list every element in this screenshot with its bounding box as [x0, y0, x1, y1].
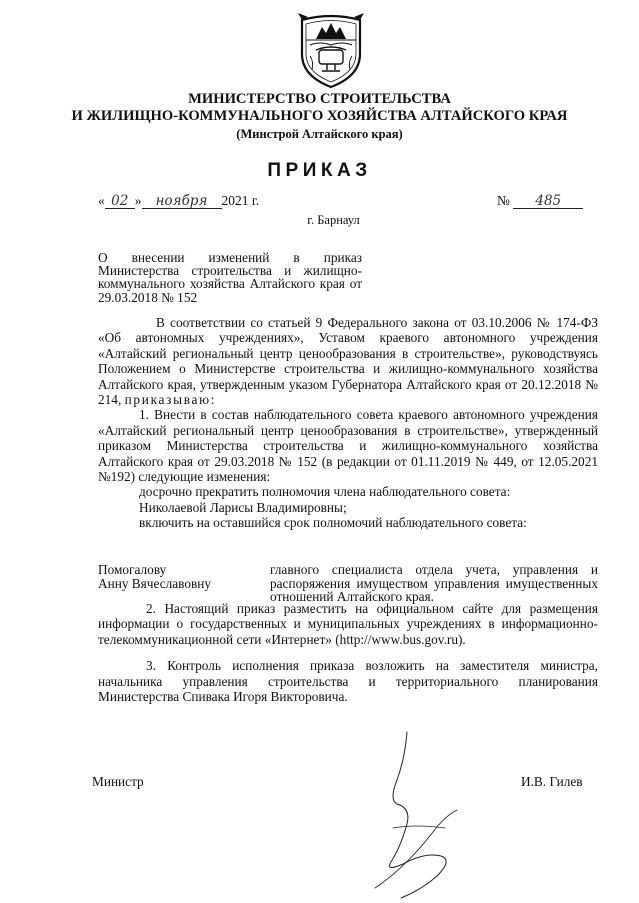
- document-date: [98, 193, 259, 209]
- date-mid-quote: »: [134, 193, 142, 208]
- date-year: 2021 г.: [221, 193, 260, 208]
- item-3-paragraph: 3. Контроль исполнения приказа возложить на заместителя министра, начальника управления строительства и территориального планирования Министерства Спивака Игоря Викторовича.: [98, 658, 598, 705]
- number-value: 485: [513, 194, 583, 209]
- preamble-text: В соответствии со статьей 9 Федерального закона от 03.10.2006 № 174-ФЗ «Об автономных учреждениях», Уставом краевого автономного учреждения «Алтайский региональный центр ценообразования в строительстве», руководствуясь Положением о Министерстве строительства и жилищно-коммунального хозяйства Алтайского края, утвержденным указом Губернатора Алтайского края от 20.12.2018 № 214,: [98, 315, 598, 408]
- signatory-name: И.В. Гилев: [521, 774, 583, 789]
- date-open-quote: «: [98, 193, 105, 208]
- ministry-short-name: (Минстрой Алтайского края): [236, 127, 403, 141]
- terminate-line: досрочно прекратить полномочия члена наблюдательного совета:: [139, 484, 511, 500]
- appointee-given-name: Анну Вячеславовну: [98, 575, 212, 591]
- document-body-continued: [98, 601, 598, 704]
- document-subject: О внесении изменений в приказ Министерства строительства и жилищно-коммунального хозяйства Алтайского края от 29.03.2018 № 152: [98, 250, 362, 305]
- item-1-paragraph: 1. Внести в состав наблюдательного совета краевого автономного учреждения «Алтайский региональный центр ценообразования в строительстве», утвержденный приказом Министерства строительства и жилищно-коммунального хозяйства Алтайского края от 29.03.2018 № 152 (в редакции от 01.11.2019 № 449, от 12.05.2021 №192) следующие изменения:: [98, 407, 598, 485]
- include-line: включить на оставшийся срок полномочий наблюдательного совета:: [139, 515, 527, 531]
- document-city: г. Барнаул: [307, 213, 360, 227]
- date-month: ноября: [142, 194, 222, 209]
- appointee-position: главного специалиста отдела учета, управления и распоряжения имуществом управления имущественных отношений Алтайского края.: [270, 562, 598, 604]
- document-body: [98, 315, 598, 531]
- ministry-name-line2: И ЖИЛИЩНО-КОММУНАЛЬНОГО ХОЗЯЙСТВА АЛТАЙСКОГО КРАЯ: [71, 108, 568, 124]
- appointee-name: [98, 563, 258, 590]
- number-label: №: [497, 193, 510, 208]
- terminated-person: Николаевой Ларисы Владимировны;: [139, 499, 347, 515]
- order-word: приказываю:: [124, 392, 217, 408]
- document-title: ПРИКАЗ: [267, 160, 372, 181]
- altai-krai-emblem-icon: [296, 10, 366, 90]
- preamble-paragraph: [98, 315, 598, 407]
- date-day: 02: [105, 194, 135, 209]
- item-2-paragraph: 2. Настоящий приказ разместить на официальном сайте для размещения информации о государственных и муниципальных учреждениях в информационно-телекоммуникационной сети «Интернет» (http://www.bus.gov.ru).: [98, 601, 598, 647]
- ministry-name-line1: МИНИСТЕРСТВО СТРОИТЕЛЬСТВА: [188, 91, 451, 107]
- document-number: [497, 193, 583, 209]
- signatory-role: Министр: [92, 774, 144, 789]
- handwritten-signature-icon: [345, 728, 475, 903]
- appointee-surname: Помогалову: [98, 562, 167, 577]
